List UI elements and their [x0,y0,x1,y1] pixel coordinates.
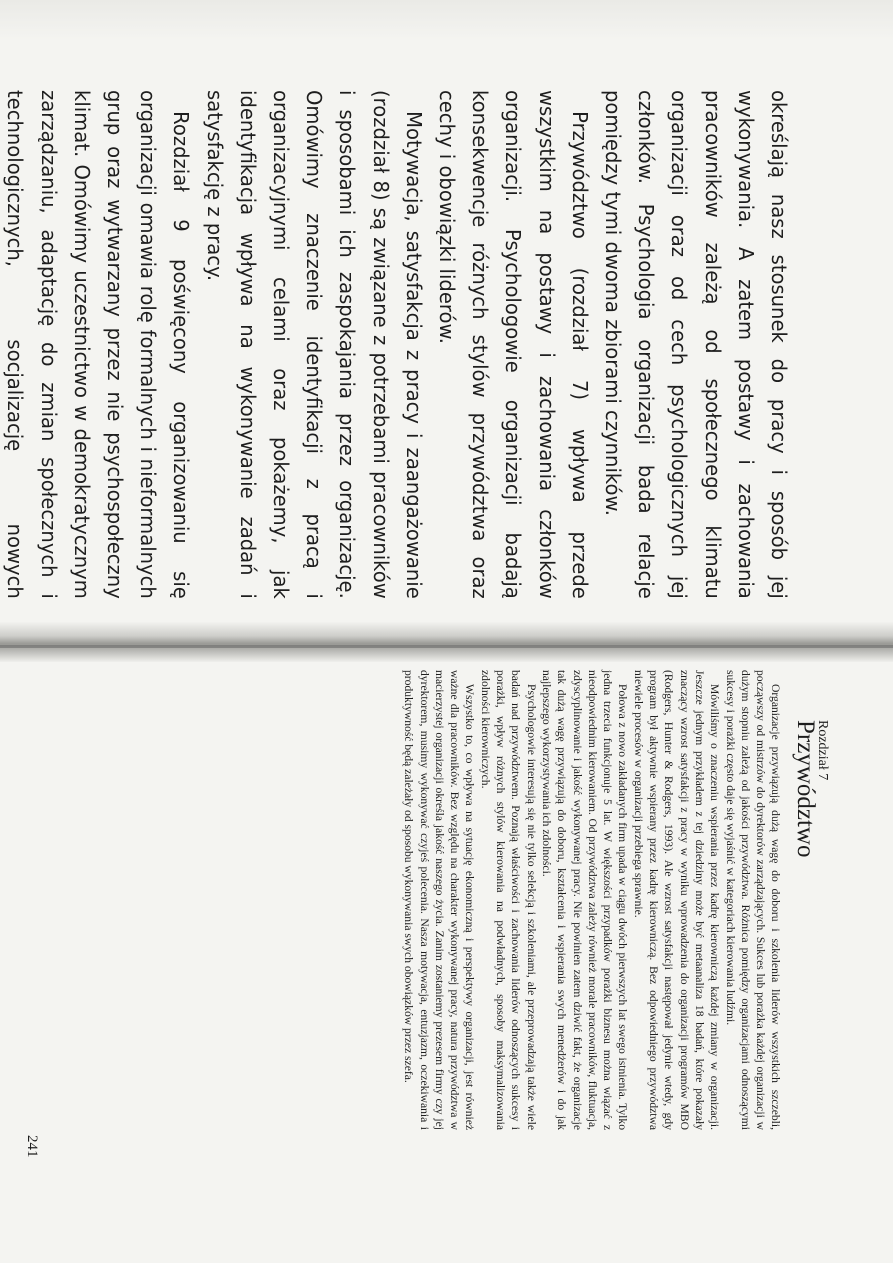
page-number: 241 [24,1135,40,1158]
paragraph: Organizacje przywiązują dużą wagę do doboru i szkolenia liderów wszystkich szczebli, począwszy od mistrzów do dyrektorów zarządzających. Sukces lub porażka każdej organizacji w dużym stopniu zależą od jakości przywództwa. Różnica pomiędzy organizacjami odnoszącymi sukcesy i porażki często daje się wyjaśnić w kategoriach kierowania ludźmi. [723,670,783,1130]
book-spine-shadow [0,622,893,662]
paragraph: Mówiliśmy o znaczeniu wspierania przez kadrę kierowniczą każdej zmiany w organizacji. Jeszcze jednym przykładem z tej dziedziny może być metaanaliza 18 badań, które pokazały znaczący wzrost satysfakcji z pracy w wyniku wprowadzenia do organizacji programów MBO (Rodgers, Hunter & Rodgers, 1993). Ale wzrost satysfakcji następował jedynie wtedy, gdy program był aktywnie wspierany przez kadrę kierowniczą. Bez odpowiedniego przywództwa niewiele procesów w organizacji przebiega sprawnie. [631,670,722,1130]
chapter-label: Rozdział 7 [815,720,830,781]
paragraph: Przywództwo (rozdział 7) wpływa przede wszystkim na postawy i zachowania członków organizacji. Psychologowie organizacji badają konsekwencje różnych stylów przywództwa oraz cechy i obowiązki liderów. [434,90,592,599]
page-241-text [50,670,830,1130]
paragraph: Wszystko to, co wpływa na sytuację ekonomiczną i perspektywy organizacji, jest również ważne dla pracowników. Bez względu na charakter wykonywanej pracy, natura przywództwa w macierzystej organizacji określa jakość naszego życia. Zanim zostaniemy prezesem firmy czy jej dyrektorem, musimy wykonywać czyjeś polecenia. Nasza motywacja, entuzjazm, oczekiwania i produktywność będą zależały od sposobu wykonywania swych obowiązków przez szefa. [402,670,477,1130]
paragraph: Połowa z nowo zakładanych firm upada w ciągu dwóch pierwszych lat swego istnienia. Tylko jedna trzecia funkcjonuje 5 lat. W większości przypadków porażki biznesu można wiązać z nieodpowiednim kierowaniem. Od przywództwa zależy również morale pracowników, fluktuacja, zdyscyplinowanie i jakość wykonywanej pracy. Nie powinien zatem dziwić fakt, że organizacje tak dużą wagę przywiązują do doboru, kształcenia i wspierania swych menedżerów i do jak najlepszego wykorzystywania ich zdolności. [539,670,630,1130]
book-gutter-line [0,645,893,648]
chapter-title: Przywództwo [791,720,819,858]
paragraph: Psychologowie interesują się nie tylko selekcją i szkoleniami, ale przeprowadzają także wiele badań nad przywództwem. Poznają właściwości i zachowania liderów odnoszących sukcesy i porażki, wpływ różnych stylów kierowania na podwładnych, sposoby maksymalizowania zdolności kierowniczych. [478,670,538,1130]
paragraph: Motywacja, satysfakcja z pracy i zaangażowanie (rozdział 8) są związane z potrzebami pracowników i sposobami ich zaspokajania przez organizację. Omówimy znaczenie identyfikacji z pracą i organizacyjnymi celami oraz pokażemy, jak identyfikacja wpływa na wykonywanie zadań i satysfakcję z pracy. [202,90,426,599]
previous-page-text [3,90,795,599]
paragraph: Rozdział 9 poświęcony organizowaniu się organizacji omawia rolę formalnych i nieformalnych grup oraz wytwarzany przez nie psychospołeczny klimat. Omówimy uczestnictwo w demokratycznym zarządzaniu, adaptację do zmian społecznych i technologicznych, socjalizację nowych [3,90,194,599]
paragraph: określają nasz stosunek do pracy i sposób jej wykonywania. A zatem postawy i zachowania pracowników zależą od społecznego klimatu organizacji oraz od cech psychologicznych jej członków. Psychologia organizacji bada relacje pomiędzy tymi dwoma zbiorami czynników. [600,90,791,599]
scan-edge-shading [0,0,893,40]
